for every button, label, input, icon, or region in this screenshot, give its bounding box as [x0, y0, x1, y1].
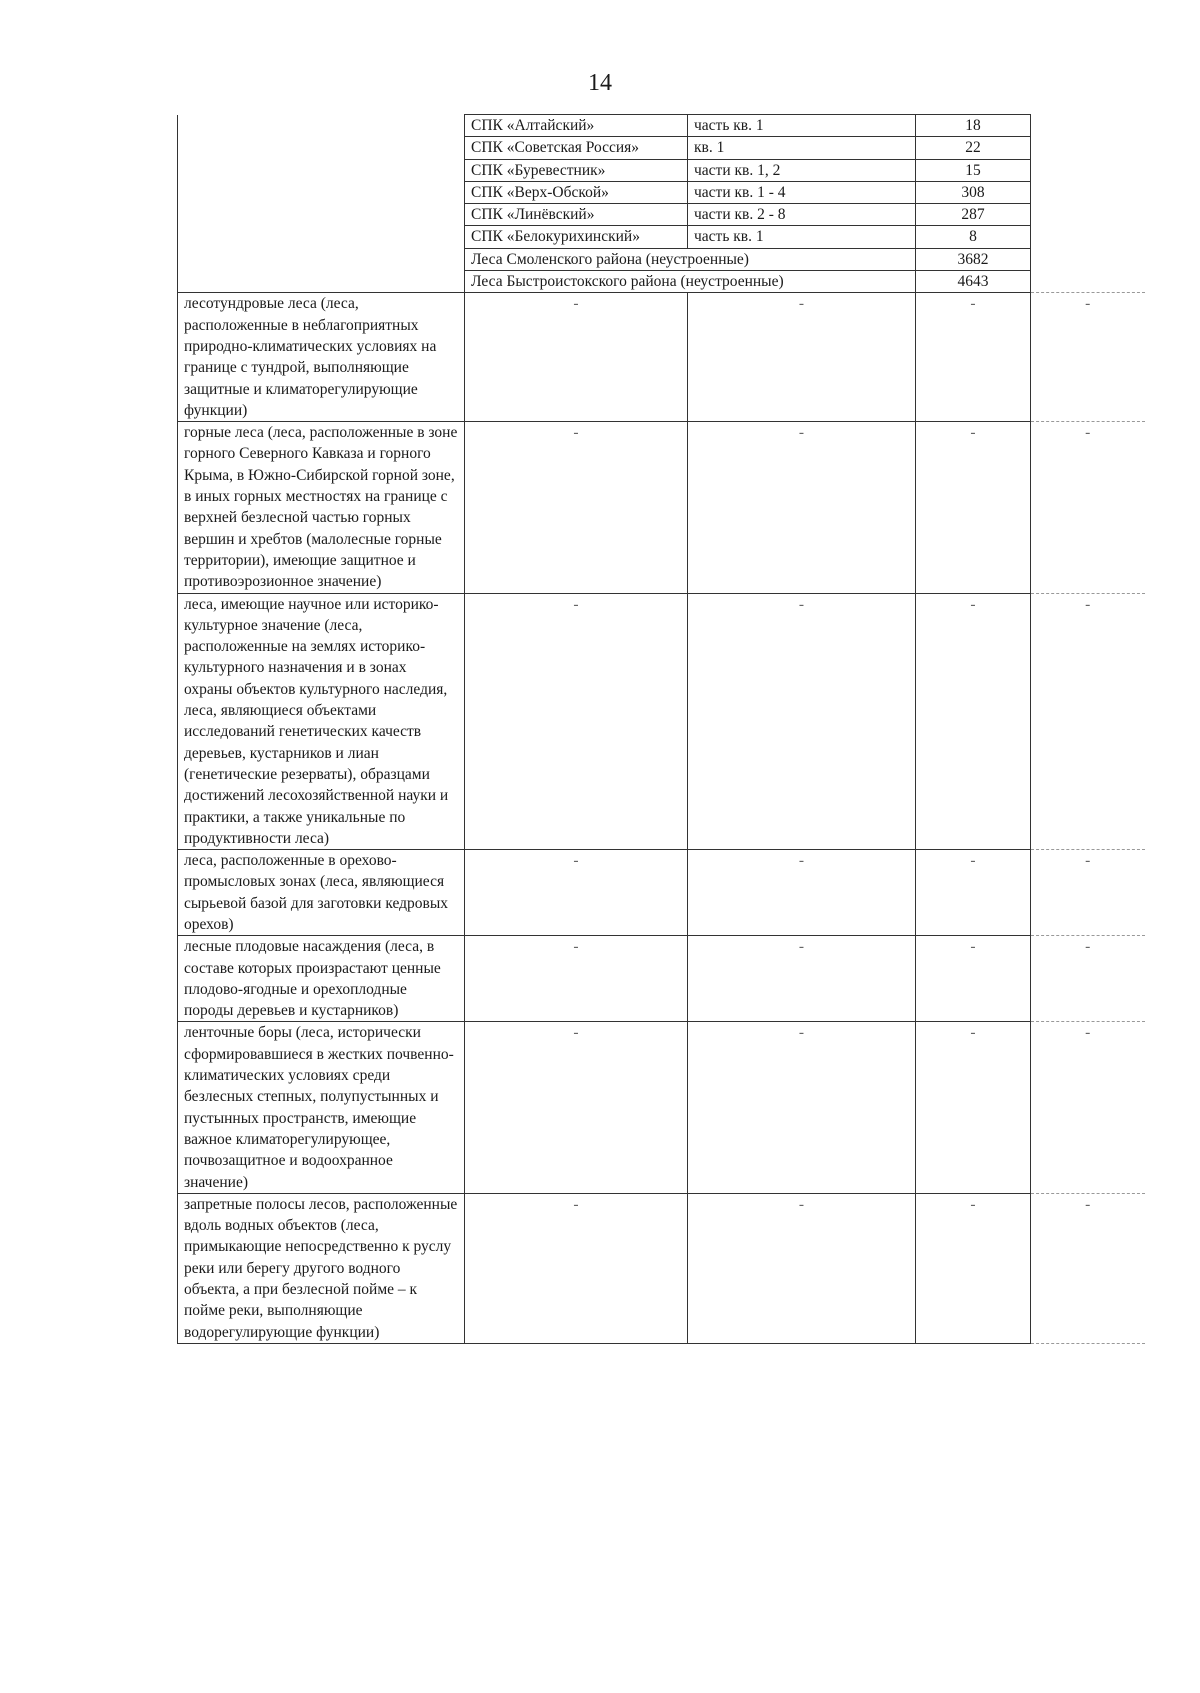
spk-value: 308	[916, 181, 1031, 203]
extra-cell	[1031, 115, 1145, 293]
cell-dash: -	[465, 936, 688, 1022]
cell-dash: -	[465, 422, 688, 593]
cell-dash: -	[916, 593, 1031, 850]
forest-table	[177, 114, 1145, 1344]
spk-name: СПК «Алтайский»	[465, 115, 688, 137]
table-row	[178, 293, 1145, 422]
category-cell-empty	[178, 115, 465, 293]
spk-part: части кв. 2 - 8	[688, 204, 916, 226]
cell-dash: -	[1031, 1022, 1145, 1193]
cell-dash: -	[916, 1193, 1031, 1343]
forest-name: Леса Смоленского района (неустроенные)	[465, 248, 916, 270]
spk-name: СПК «Буревестник»	[465, 159, 688, 181]
spk-name: СПК «Белокурихинский»	[465, 226, 688, 248]
category-name: ленточные боры (леса, исторически сформировавшиеся в жестких почвенно-климатических условиях среди безлесных степных, полупустынных и пустынных пространств, имеющие важное климаторегулирующее, почвозащитное и водоохранное значение)	[178, 1022, 465, 1193]
cell-dash: -	[465, 1022, 688, 1193]
spk-name: СПК «Верх-Обской»	[465, 181, 688, 203]
table-row	[178, 1022, 1145, 1193]
cell-dash: -	[916, 936, 1031, 1022]
table-row	[178, 422, 1145, 593]
cell-dash: -	[916, 1022, 1031, 1193]
cell-dash: -	[688, 1193, 916, 1343]
cell-dash: -	[688, 593, 916, 850]
spk-part: части кв. 1, 2	[688, 159, 916, 181]
cell-dash: -	[688, 293, 916, 422]
category-name: леса, расположенные в орехово-промысловых зонах (леса, являющиеся сырьевой базой для заготовки кедровых орехов)	[178, 850, 465, 936]
cell-dash: -	[688, 422, 916, 593]
forest-name: Леса Быстроистокского района (неустроенные)	[465, 271, 916, 293]
table-row	[178, 936, 1145, 1022]
cell-dash: -	[916, 850, 1031, 936]
table-row	[178, 1193, 1145, 1343]
cell-dash: -	[688, 850, 916, 936]
spk-value: 22	[916, 137, 1031, 159]
category-name: леса, имеющие научное или историко-культурное значение (леса, расположенные на землях историко-культурного назначения и в зонах охраны объектов культурного наследия, леса, являющиеся объектами исследований генетических качеств деревьев, кустарников и лиан (генетические резерваты), образцами достижений лесохозяйственной науки и практики, а также уникальные по продуктивности леса)	[178, 593, 465, 850]
cell-dash: -	[1031, 1193, 1145, 1343]
spk-value: 8	[916, 226, 1031, 248]
forest-value: 3682	[916, 248, 1031, 270]
cell-dash: -	[688, 936, 916, 1022]
cell-dash: -	[465, 1193, 688, 1343]
spk-value: 18	[916, 115, 1031, 137]
category-name: запретные полосы лесов, расположенные вдоль водных объектов (леса, примыкающие непосредственно к руслу реки или берегу другого водного объекта, а при безлесной пойме – к пойме реки, выполняющие водорегулирующие функции)	[178, 1193, 465, 1343]
cell-dash: -	[916, 422, 1031, 593]
table-row	[178, 850, 1145, 936]
table-row	[178, 115, 1145, 137]
cell-dash: -	[1031, 293, 1145, 422]
spk-name: СПК «Линёвский»	[465, 204, 688, 226]
cell-dash: -	[688, 1022, 916, 1193]
cell-dash: -	[1031, 593, 1145, 850]
category-name: лесные плодовые насаждения (леса, в составе которых произрастают ценные плодово-ягодные и орехоплодные породы деревьев и кустарников)	[178, 936, 465, 1022]
cell-dash: -	[465, 293, 688, 422]
page-number: 14	[588, 70, 612, 96]
spk-part: часть кв. 1	[688, 115, 916, 137]
spk-value: 287	[916, 204, 1031, 226]
cell-dash: -	[465, 850, 688, 936]
cell-dash: -	[465, 593, 688, 850]
cell-dash: -	[1031, 422, 1145, 593]
cell-dash: -	[916, 293, 1031, 422]
spk-value: 15	[916, 159, 1031, 181]
spk-part: часть кв. 1	[688, 226, 916, 248]
spk-name: СПК «Советская Россия»	[465, 137, 688, 159]
cell-dash: -	[1031, 850, 1145, 936]
forest-value: 4643	[916, 271, 1031, 293]
forest-table-body	[178, 115, 1145, 1344]
spk-part: части кв. 1 - 4	[688, 181, 916, 203]
table-row	[178, 593, 1145, 850]
cell-dash: -	[1031, 936, 1145, 1022]
category-name: лесотундровые леса (леса, расположенные в неблагоприятных природно-климатических условиях на границе с тундрой, выполняющие защитные и климаторегулирующие функции)	[178, 293, 465, 422]
category-name: горные леса (леса, расположенные в зоне горного Северного Кавказа и горного Крыма, в Южно-Сибирской горной зоне, в иных горных местностях на границе с верхней безлесной частью горных вершин и хребтов (малолесные горные территории), имеющие защитное и противоэрозионное значение)	[178, 422, 465, 593]
spk-part: кв. 1	[688, 137, 916, 159]
